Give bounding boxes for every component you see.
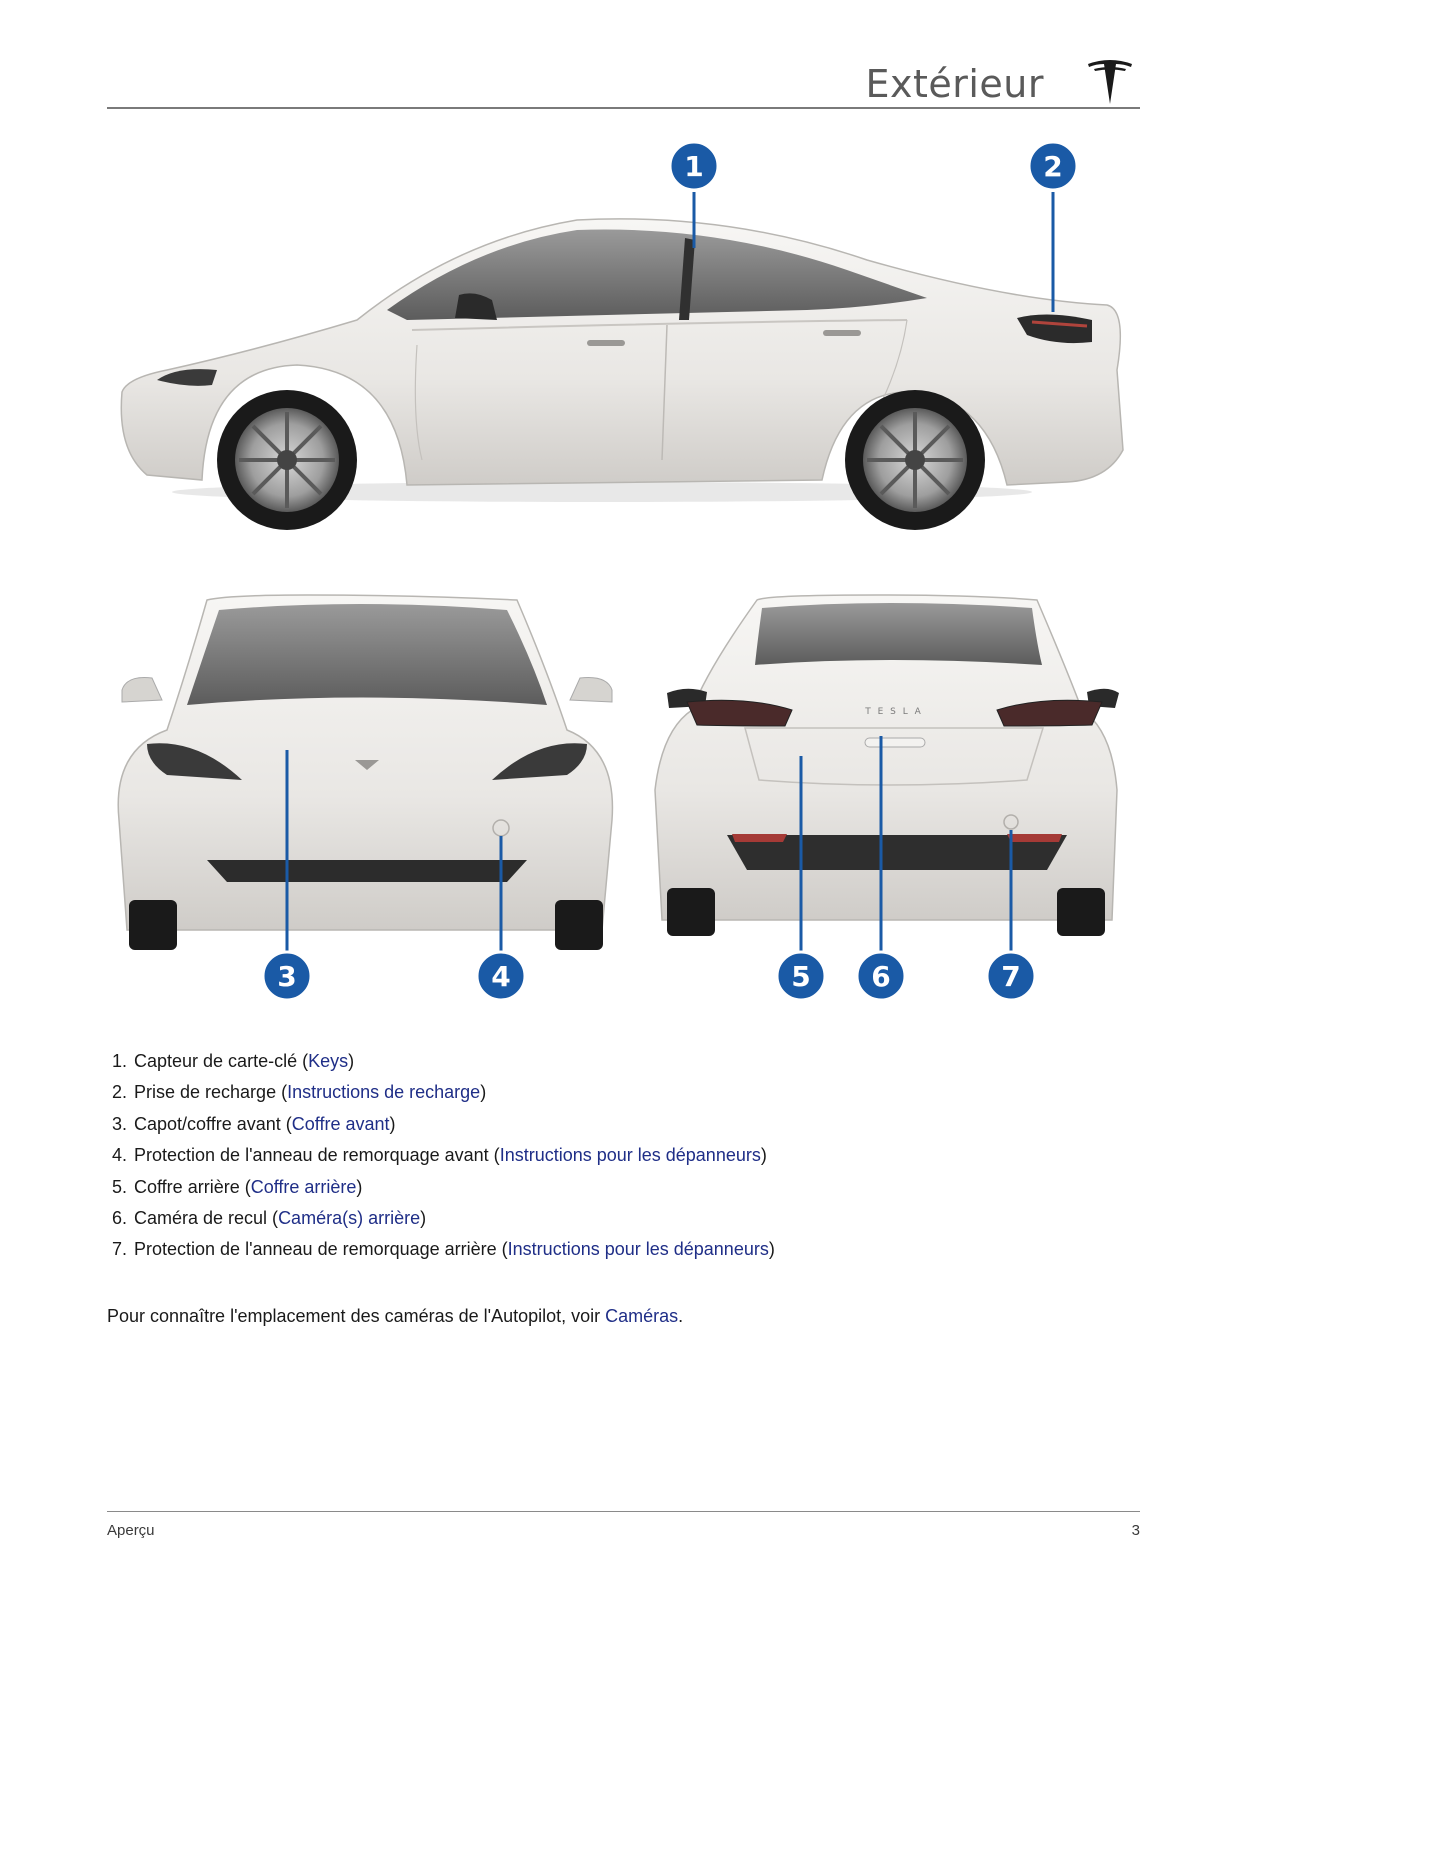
legend-close-paren: ) xyxy=(768,1239,775,1260)
legend-item xyxy=(107,1046,1140,1077)
cameras-link[interactable]: Caméras xyxy=(605,1306,679,1326)
exterior-diagram xyxy=(107,130,1140,1030)
legend-text: Prise de recharge ( xyxy=(134,1082,288,1103)
legend-number: 4. xyxy=(111,1145,127,1166)
legend-link[interactable]: Coffre arrière xyxy=(250,1176,357,1197)
callout-6-badge xyxy=(857,952,905,1000)
legend-item xyxy=(107,1140,1140,1171)
callout-2-label: 2 xyxy=(1043,150,1063,183)
legend-text: Protection de l'anneau de remorquage arrière ( xyxy=(134,1239,508,1260)
note-period: . xyxy=(678,1306,684,1326)
legend-item xyxy=(107,1203,1140,1234)
callout-3-label: 3 xyxy=(277,960,297,993)
legend-link[interactable]: Keys xyxy=(308,1051,349,1071)
legend-text: Capteur de carte-clé ( xyxy=(134,1051,309,1071)
page-number: 3 xyxy=(1131,1522,1140,1539)
page-title: Extérieur xyxy=(865,62,1044,106)
legend-close-paren: ) xyxy=(760,1145,767,1166)
legend-close-paren: ) xyxy=(356,1176,363,1197)
legend-close-paren: ) xyxy=(420,1208,427,1229)
legend-item xyxy=(107,1077,1140,1108)
car-rear-view xyxy=(655,595,1119,936)
callout-1-label: 1 xyxy=(684,150,704,183)
legend-number: 3. xyxy=(111,1113,127,1134)
callout-5-label: 5 xyxy=(791,960,811,993)
tesla-logo-icon xyxy=(1086,58,1134,104)
note-text: Pour connaître l'emplacement des caméras de l'Autopilot, voir xyxy=(107,1306,606,1326)
legend-close-paren: ) xyxy=(389,1113,396,1134)
legend-item xyxy=(107,1172,1140,1203)
callout-7-badge xyxy=(987,952,1035,1000)
legend-text: Caméra de recul ( xyxy=(134,1208,279,1229)
callout-legend xyxy=(107,1046,1140,1266)
legend-link[interactable]: Instructions de recharge xyxy=(287,1082,481,1103)
callout-1-badge xyxy=(670,142,718,190)
footer-divider xyxy=(107,1511,1140,1512)
legend-number: 1. xyxy=(111,1051,127,1071)
legend-number: 7. xyxy=(111,1239,127,1260)
callout-2-badge xyxy=(1029,142,1077,190)
legend-text: Coffre arrière ( xyxy=(134,1176,251,1197)
header-divider xyxy=(107,107,1140,109)
legend-link[interactable]: Instructions pour les dépanneurs xyxy=(499,1145,761,1166)
legend-close-paren: ) xyxy=(348,1051,355,1071)
legend-close-paren: ) xyxy=(480,1082,487,1103)
autopilot-camera-note xyxy=(107,1302,683,1330)
callout-4-label: 4 xyxy=(491,960,511,993)
car-side-view xyxy=(121,219,1123,530)
car-front-view xyxy=(118,595,612,950)
rear-badge: T E S L A xyxy=(865,707,923,717)
footer-section-name: Aperçu xyxy=(107,1522,155,1539)
callout-7-label: 7 xyxy=(1001,960,1021,993)
callout-6-label: 6 xyxy=(871,960,891,993)
legend-item xyxy=(107,1234,1140,1265)
callout-4-badge xyxy=(477,952,525,1000)
legend-text: Protection de l'anneau de remorquage avant ( xyxy=(134,1145,500,1166)
legend-link[interactable]: Instructions pour les dépanneurs xyxy=(507,1239,769,1260)
legend-number: 6. xyxy=(111,1208,127,1229)
legend-link[interactable]: Caméra(s) arrière xyxy=(278,1208,421,1229)
legend-item xyxy=(107,1109,1140,1140)
legend-number: 2. xyxy=(111,1082,127,1103)
legend-link[interactable]: Coffre avant xyxy=(291,1113,390,1134)
legend-text: Capot/coffre avant ( xyxy=(134,1113,292,1134)
legend-number: 5. xyxy=(111,1176,127,1197)
callout-5-badge xyxy=(777,952,825,1000)
callout-3-badge xyxy=(263,952,311,1000)
